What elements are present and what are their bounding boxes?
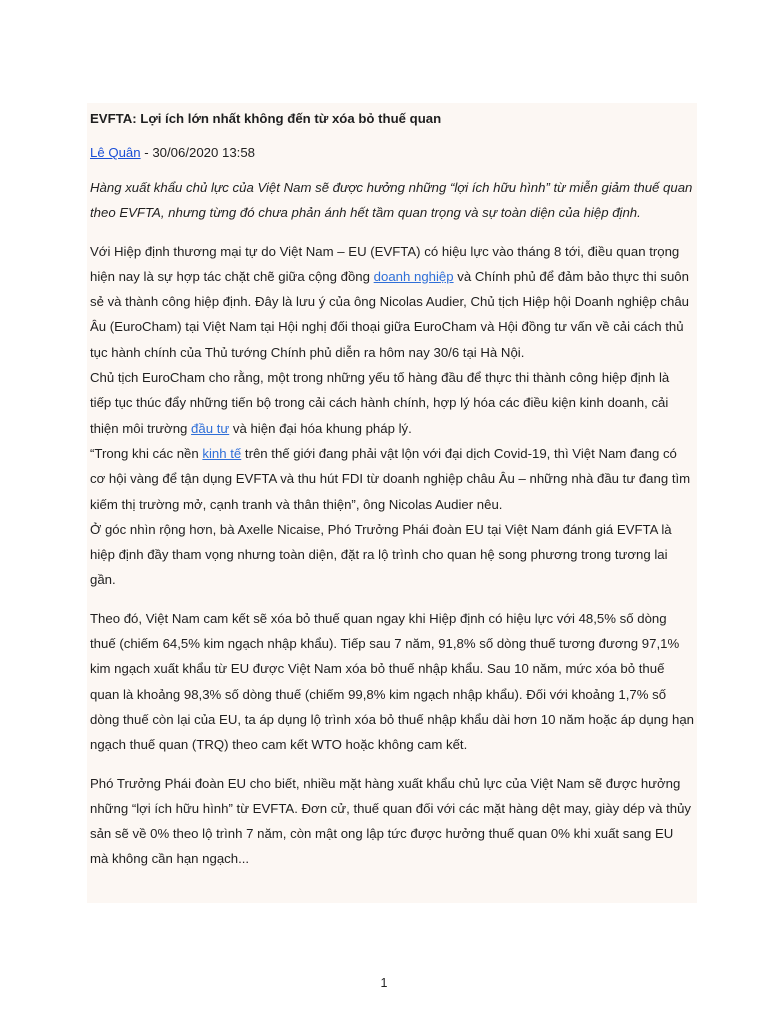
article-lead: Hàng xuất khẩu chủ lực của Việt Nam sẽ được hưởng những “lợi ích hữu hình” từ miễn giảm thuế quan theo EVFTA, nhưng từng đó chưa phản ánh hết tầm quan trọng và sự toàn diện của hiệp định. <box>90 180 693 221</box>
byline-separator: - <box>140 145 153 160</box>
paragraph-3-text-a: “Trong khi các nền <box>90 445 203 461</box>
article-title: EVFTA: Lợi ích lớn nhất không đến từ xóa bỏ thuế quan <box>90 111 442 126</box>
author-link[interactable]: Lê Quân <box>90 145 141 160</box>
page-number: 1 <box>380 976 388 990</box>
publish-date: 30/06/2020 13:58 <box>152 145 255 160</box>
paragraph-4: Ở góc nhìn rộng hơn, bà Axelle Nicaise, Phó Trưởng Phái đoàn EU tại Việt Nam đánh giá EVFTA là hiệp định đầy tham vọng nhưng toàn diện, đặt ra lộ trình cho quan hệ song phương trong tương lai gần. <box>90 521 672 588</box>
byline <box>90 140 694 165</box>
link-doanh-nghiep[interactable]: doanh nghiệp <box>373 268 454 284</box>
paragraph-1-text-b: và Chính phủ để đảm bảo thực thi suôn sẻ và thành công hiệp định. Đây là lưu ý của ông Nicolas Audier, Chủ tịch Hiệp hội Doanh nghiệp châu Âu (EuroCham) tại Việt Nam tại Hội nghị đối thoại giữa EuroCham và Hội đồng tư vấn về cải cách thủ tục hành chính của Thủ tướng Chính phủ diễn ra hôm nay 30/6 tại Hà Nội. <box>90 268 689 360</box>
paragraph-6: Phó Trưởng Phái đoàn EU cho biết, nhiều mặt hàng xuất khẩu chủ lực của Việt Nam sẽ được hưởng những “lợi ích hữu hình” từ EVFTA. Đơn cử, thuế quan đối với các mặt hàng dệt may, giày dép và thủy sản sẽ về 0% theo lộ trình 7 năm, còn mật ong lập tức được hưởng thuế quan 0% khi xuất sang EU mà không cần hạn ngạch... <box>90 775 692 867</box>
article-block <box>87 103 697 903</box>
paragraph-3 <box>90 441 694 517</box>
paragraph-3-text-b: trên thế giới đang phải vật lộn với đại dịch Covid-19, thì Việt Nam đang có cơ hội vàng để tận dụng EVFTA và thu hút FDI từ doanh nghiệp châu Âu – những nhà đầu tư đang tìm kiếm thị trường mở, cạnh tranh và thân thiện”, ông Nicolas Audier nêu. <box>90 445 691 512</box>
paragraph-2-text-a: Chủ tịch EuroCham cho rằng, một trong những yếu tố hàng đầu để thực thi thành công hiệp định là tiếp tục thúc đẩy những tiến bộ trong cải cách hành chính, hợp lý hóa các điều kiện kinh doanh, cải thiện môi trường <box>90 370 670 436</box>
paragraph-2-text-b: và hiện đại hóa khung pháp lý. <box>229 420 412 436</box>
paragraph-2 <box>90 365 694 441</box>
link-dau-tu[interactable]: đầu tư <box>191 420 230 436</box>
paragraph-1 <box>90 239 694 365</box>
paragraph-1-text-a: Với Hiệp định thương mại tự do Việt Nam – EU (EVFTA) có hiệu lực vào tháng 8 tới, điều quan trọng hiện nay là sự hợp tác chặt chẽ giữa cộng đồng <box>90 243 680 284</box>
link-kinh-te[interactable]: kinh tế <box>202 445 242 461</box>
paragraph-5: Theo đó, Việt Nam cam kết sẽ xóa bỏ thuế quan ngay khi Hiệp định có hiệu lực với 48,5% số dòng thuế (chiếm 64,5% kim ngạch nhập khẩu). Tiếp sau 7 năm, 91,8% số dòng thuế tương đương 97,1% kim ngạch xuất khẩu từ EU được Việt Nam xóa bỏ thuế nhập khẩu. Sau 10 năm, mức xóa bỏ thuế quan là khoảng 98,3% số dòng thuế (chiếm 99,8% kim ngạch nhập khẩu). Đối với khoảng 1,7% số dòng thuế còn lại của EU, ta áp dụng lộ trình xóa bỏ thuế nhập khẩu dài hơn 10 năm hoặc áp dụng hạn ngạch thuế quan (TRQ) theo cam kết WTO hoặc không cam kết. <box>90 610 695 753</box>
